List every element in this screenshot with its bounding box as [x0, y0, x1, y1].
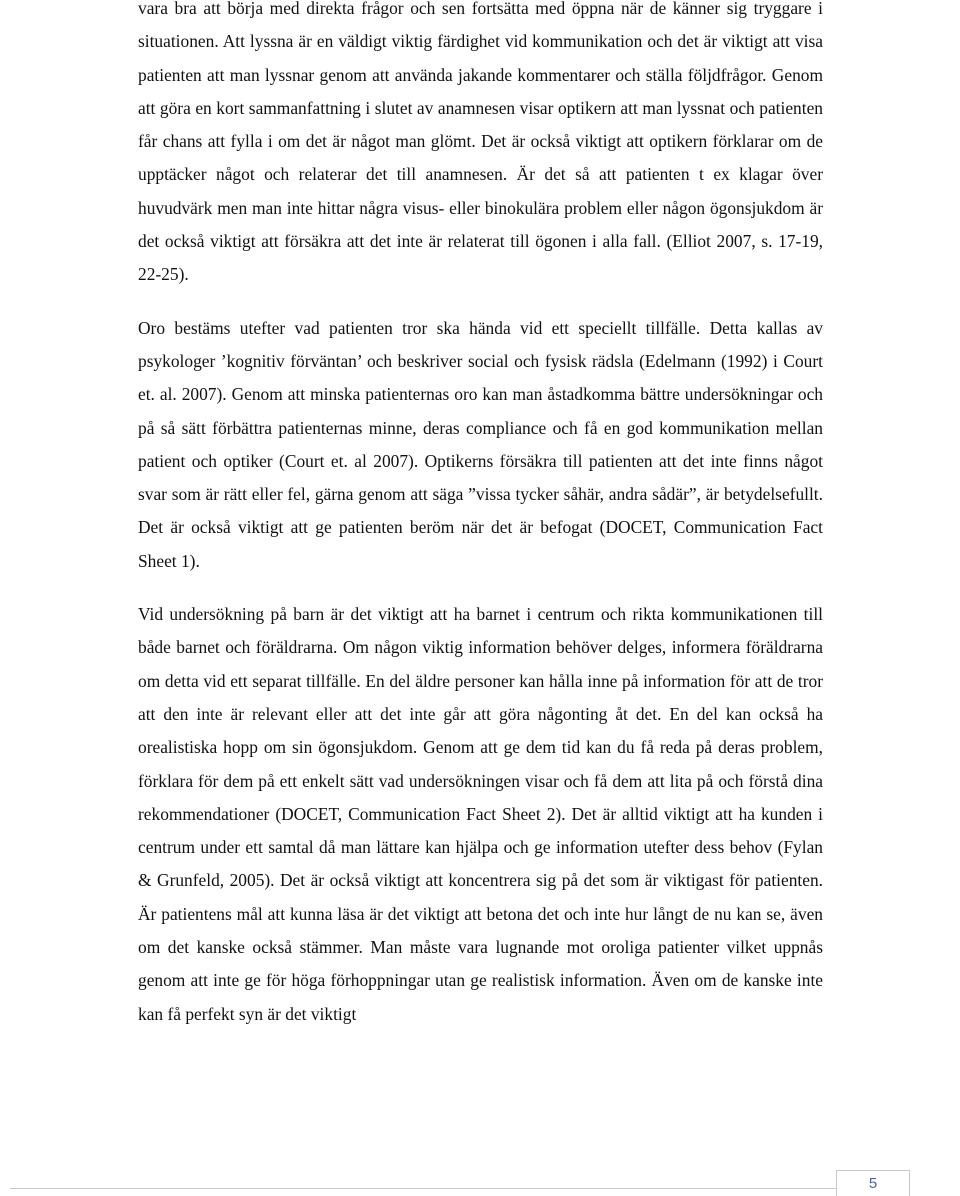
- paragraph: vara bra att börja med direkta frågor och sen fortsätta med öppna när de känner sig tryggare i situationen. Att lyssna är en väldigt viktig färdighet vid kommunikation och det är viktigt att visa patienten att man lyssnar genom att använda jakande kommentarer och ställa följdfrågor. Genom att göra en kort sammanfattning i slutet av anamnesen visar optikern att man lyssnat och patienten får chans att fylla i om det är något man glömt. Det är också viktigt att optikern förklarar om de upptäcker något och relaterar det till anamnesen. Är det så att patienten t ex klagar över huvudvärk men man inte hittar några visus- eller binokulära problem eller någon ögonsjukdom är det också viktigt att försäkra att det inte är relaterat till ögonen i alla fall. (Elliot 2007, s. 17-19, 22-25).: [138, 0, 823, 285]
- paragraph: Vid undersökning på barn är det viktigt att ha barnet i centrum och rikta kommunikationen till både barnet och föräldrarna. Om någon viktig information behöver delges, informera föräldrarna om detta vid ett separat tillfälle. En del äldre personer kan hålla inne på information för att de tror att den inte är relevant eller att det inte går att göra någonting åt det. En del kan också ha orealistiska hopp om sin ögonsjukdom. Genom att ge dem tid kan du få reda på deras problem, förklara för dem på ett enkelt sätt vad undersökningen visar och få dem att lita på och förstå dina rekommendationer (DOCET, Communication Fact Sheet 2). Det är alltid viktigt att ha kunden i centrum under ett samtal då man lättare kan hjälpa och ge information utefter dess behov (Fylan & Grunfeld, 2005). Det är också viktigt att koncentrera sig på det som är viktigast för patienten. Är patientens mål att kunna läsa är det viktigt att betona det och inte hur långt de nu kan se, även om det kanske också stämmer. Man måste vara lugnande mot oroliga patienter vilket uppnås genom att inte ge för höga förhoppningar utan ge realistisk information. Även om de kanske inte kan få perfekt syn är det viktigt: [138, 604, 823, 1024]
- page-number-box: [836, 1170, 910, 1196]
- paragraph: Oro bestäms utefter vad patienten tror ska hända vid ett speciellt tillfälle. Detta kallas av psykologer ’kognitiv förväntan’ och beskriver social och fysisk rädsla (Edelmann (1992) i Court et. al. 2007). Genom att minska patienternas oro kan man åstadkomma bättre undersökningar och på så sätt förbättra patienternas minne, deras compliance och få en god kommunikation mellan patient och optiker (Court et. al 2007). Optikerns försäkra till patienten att det inte finns något svar som är rätt eller fel, gärna genom att säga ”vissa tycker såhär, andra sådär”, är betydelsefullt. Det är också viktigt att ge patienten beröm när det är befogat (DOCET, Communication Fact Sheet 1).: [138, 317, 823, 571]
- document-body: [138, 0, 823, 1031]
- footer-divider: [10, 1188, 866, 1189]
- page-number: 5: [868, 1175, 878, 1192]
